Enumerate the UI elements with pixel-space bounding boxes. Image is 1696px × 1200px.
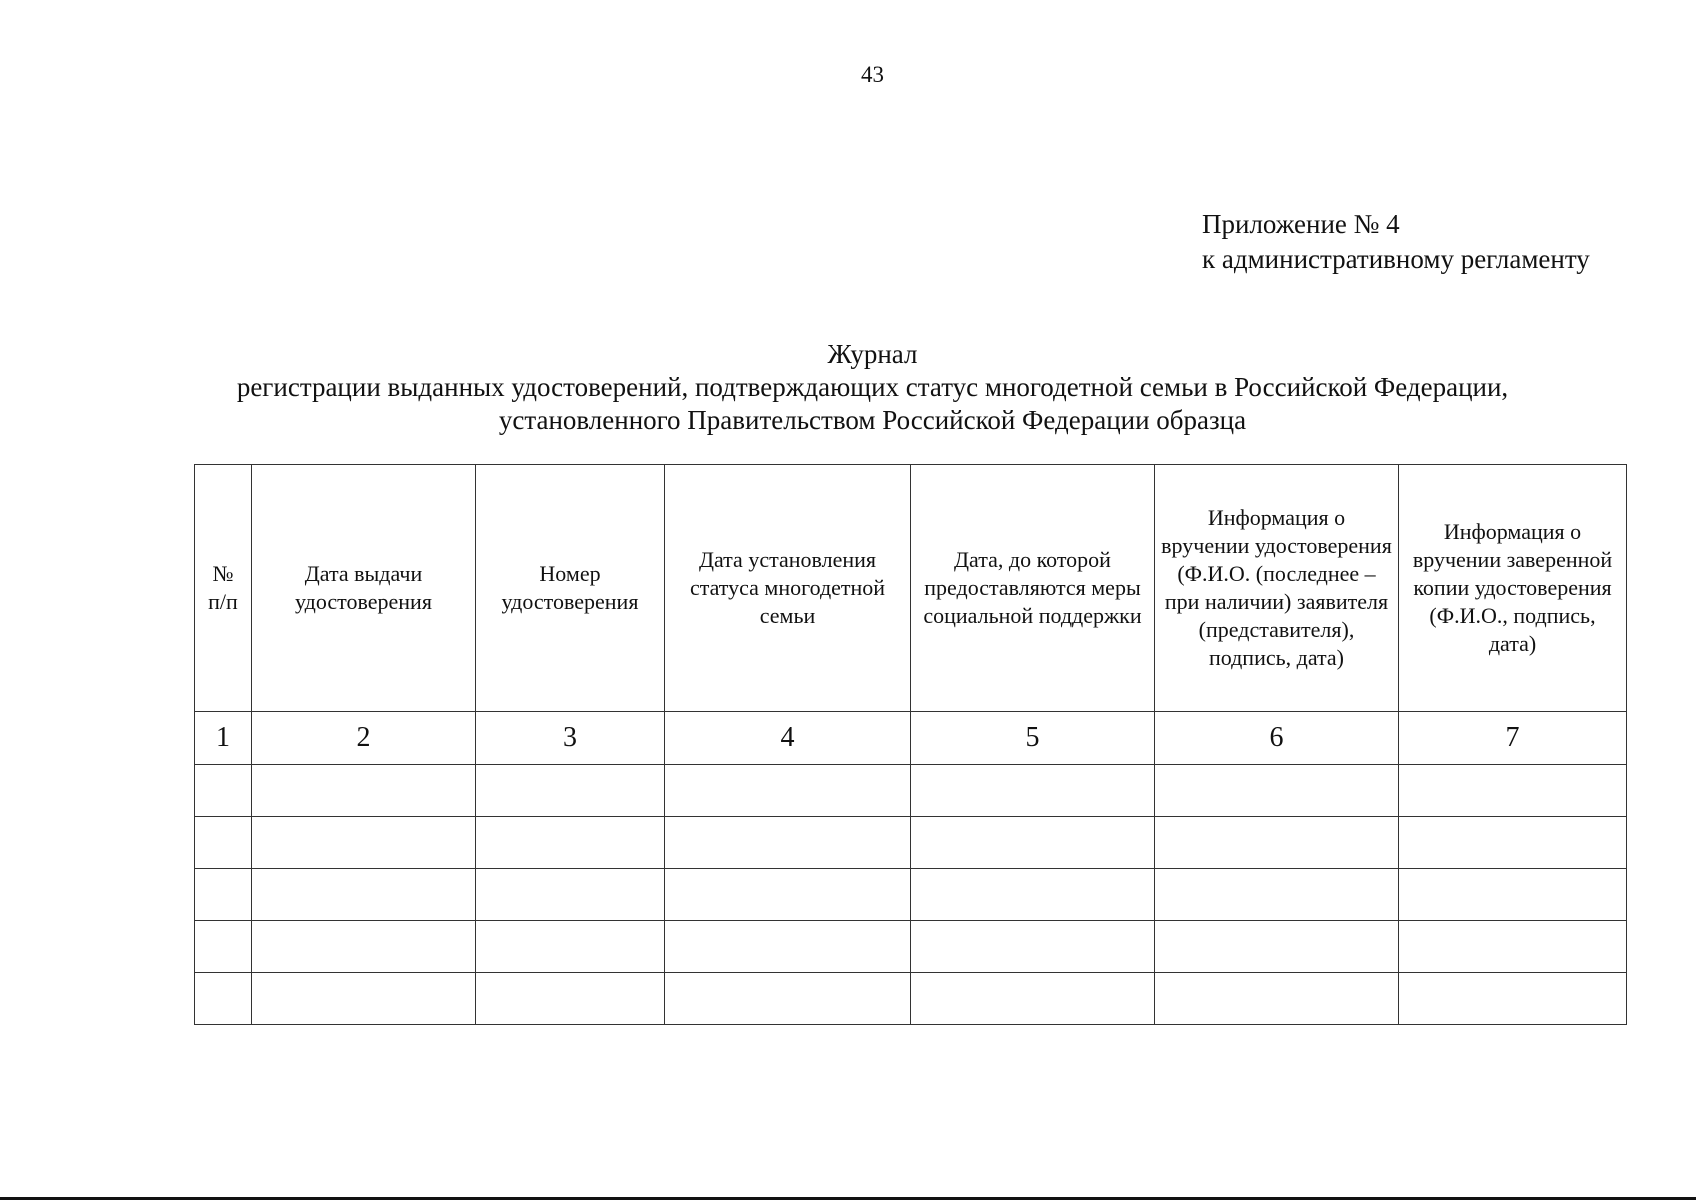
table-cell <box>195 921 252 973</box>
journal-table <box>194 464 1627 1025</box>
column-number-cell: 5 <box>911 712 1155 765</box>
table-row <box>195 869 1627 921</box>
table-cell <box>252 765 476 817</box>
table-row <box>195 973 1627 1025</box>
header-copy-delivery-info: Информация о вручении заверенной копии удостоверения (Ф.И.О., подпись, дата) <box>1399 465 1627 712</box>
table-cell <box>1155 921 1399 973</box>
table-cell <box>195 765 252 817</box>
header-issue-date: Дата выдачи удостоверения <box>252 465 476 712</box>
table-cell <box>1155 765 1399 817</box>
table-cell <box>1399 869 1627 921</box>
table-cell <box>476 765 665 817</box>
table-cell <box>195 869 252 921</box>
table-cell <box>665 869 911 921</box>
table-cell <box>665 765 911 817</box>
page-number: 43 <box>861 62 884 87</box>
table-cell <box>1399 973 1627 1025</box>
header-support-until-date: Дата, до которой предоставляются меры социальной поддержки <box>911 465 1155 712</box>
column-number-row <box>195 712 1627 765</box>
header-certificate-number: Номер удостоверения <box>476 465 665 712</box>
header-delivery-info: Информация о вручении удостоверения (Ф.И.О. (последнее – при наличии) заявителя (представителя), подпись, дата) <box>1155 465 1399 712</box>
column-number-cell: 6 <box>1155 712 1399 765</box>
table-cell <box>252 921 476 973</box>
table-row <box>195 765 1627 817</box>
column-number-cell: 2 <box>252 712 476 765</box>
title-line-3: установленного Правительством Российской Федерации образца <box>498 405 1247 435</box>
table-cell <box>1399 765 1627 817</box>
appendix-reference <box>1202 207 1590 277</box>
table-header-row <box>195 465 1627 712</box>
column-number-cell: 3 <box>476 712 665 765</box>
title-line-1: Журнал <box>827 339 918 369</box>
column-number-cell: 1 <box>195 712 252 765</box>
table-cell <box>911 869 1155 921</box>
column-number-cell: 4 <box>665 712 911 765</box>
table-cell <box>252 817 476 869</box>
title-line-2: регистрации выданных удостоверений, подтверждающих статус многодетной семьи в Российской Федерации, <box>236 372 1509 402</box>
table-cell <box>1155 973 1399 1025</box>
empty-rows <box>195 765 1627 1025</box>
table-cell <box>911 765 1155 817</box>
header-number: № п/п <box>195 465 252 712</box>
table-cell <box>476 869 665 921</box>
table-cell <box>476 817 665 869</box>
table-cell <box>476 921 665 973</box>
appendix-line-1: Приложение № 4 <box>1202 209 1400 239</box>
table-cell <box>665 817 911 869</box>
table-cell <box>252 973 476 1025</box>
table-cell <box>476 973 665 1025</box>
header-status-date: Дата установления статуса многодетной семьи <box>665 465 911 712</box>
table-cell <box>195 817 252 869</box>
table-cell <box>911 817 1155 869</box>
table-cell <box>1399 921 1627 973</box>
table-cell <box>911 973 1155 1025</box>
column-number-cell: 7 <box>1399 712 1627 765</box>
table-cell <box>1399 817 1627 869</box>
appendix-line-2: к административному регламенту <box>1202 244 1590 274</box>
table-row <box>195 921 1627 973</box>
table-cell <box>252 869 476 921</box>
table-cell <box>911 921 1155 973</box>
table-row <box>195 817 1627 869</box>
table-cell <box>1155 869 1399 921</box>
document-title <box>150 338 1595 437</box>
table-cell <box>1155 817 1399 869</box>
table-cell <box>195 973 252 1025</box>
table-cell <box>665 921 911 973</box>
table-cell <box>665 973 911 1025</box>
